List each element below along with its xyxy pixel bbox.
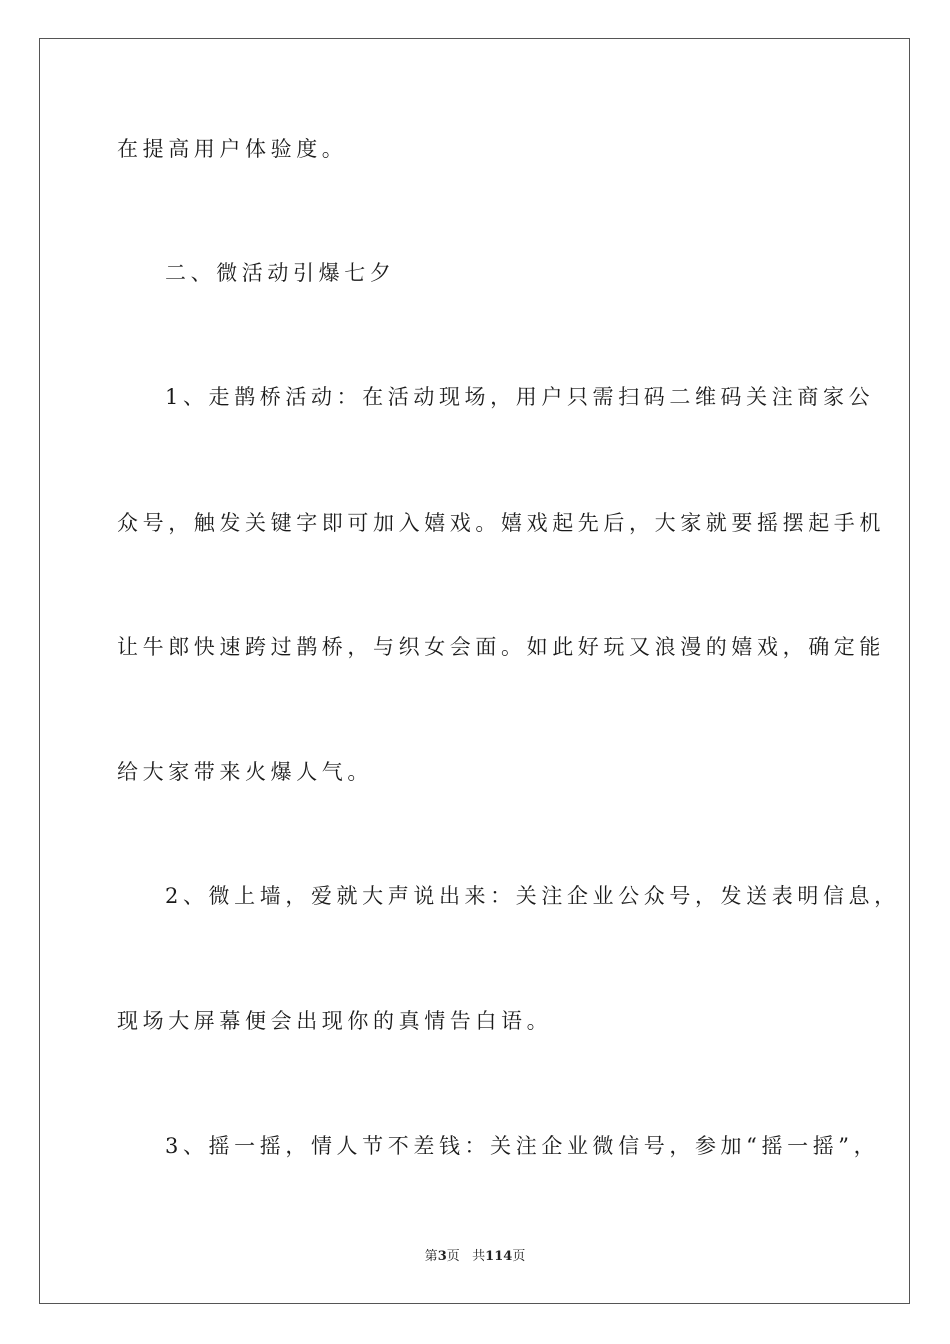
footer-page-number: 3 xyxy=(437,1249,447,1264)
text-line-3: 1、走鹊桥活动：在活动现场，用户只需扫码二维码关注商家公 xyxy=(165,385,875,409)
section-heading: 二、微活动引爆七夕 xyxy=(165,261,396,285)
page-border xyxy=(39,38,910,1304)
page-footer xyxy=(0,1248,950,1266)
text-line-8: 现场大屏幕便会出现你的真情告白语。 xyxy=(117,1009,553,1033)
footer-total-prefix: 共 xyxy=(472,1249,486,1264)
footer-page-prefix: 第 xyxy=(424,1249,438,1264)
footer-page-suffix: 页 xyxy=(446,1249,460,1264)
footer-total-number: 114 xyxy=(485,1249,513,1264)
text-line-9: 3、摇一摇，情人节不差钱：关注企业微信号，参加“摇一摇”， xyxy=(165,1134,880,1158)
text-line-5: 让牛郎快速跨过鹊桥，与织女会面。如此好玩又浪漫的嬉戏，确定能 xyxy=(117,635,885,659)
text-line-1: 在提高用户体验度。 xyxy=(117,137,348,161)
text-line-7: 2、微上墙，爱就大声说出来：关注企业公众号，发送表明信息， xyxy=(165,884,900,908)
footer-total-suffix: 页 xyxy=(512,1249,526,1264)
text-line-4: 众号，触发关键字即可加入嬉戏。嬉戏起先后，大家就要摇摆起手机 xyxy=(117,511,885,535)
text-line-6: 给大家带来火爆人气。 xyxy=(117,760,373,784)
